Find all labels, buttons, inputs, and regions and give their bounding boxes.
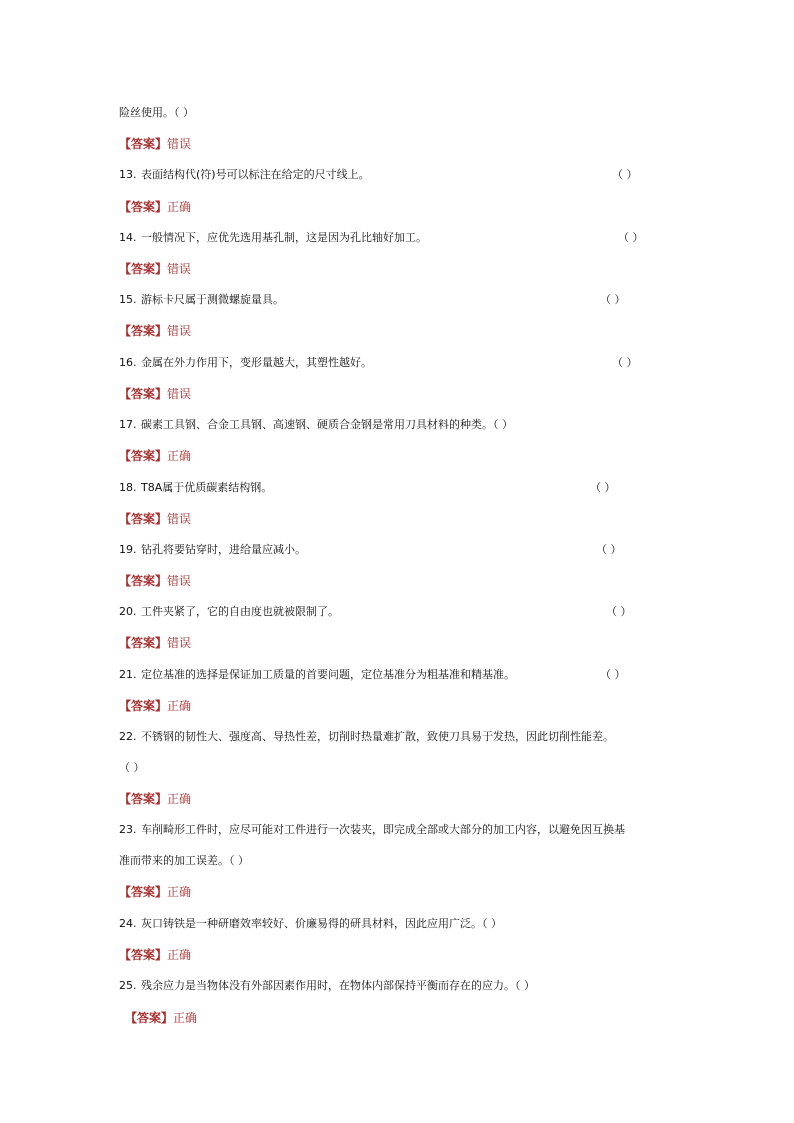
answer-value: 错误 (167, 262, 192, 276)
question-number: 25. (119, 979, 137, 992)
answer-value: 错误 (167, 512, 192, 526)
question-text: 一般情况下，应优先选用基孔制，这是因为孔比轴好加工。 (141, 231, 427, 244)
question-22 (119, 729, 614, 745)
answer-value: 错误 (167, 574, 192, 588)
question-text: 钻孔将要钻穿时，进给量应减小。 (141, 543, 306, 556)
answer-value: 正确 (167, 449, 192, 463)
answer-label: 【答案】 (125, 1011, 174, 1025)
answer-label: 【答案】 (119, 885, 168, 899)
answer-label: 【答案】 (119, 512, 168, 526)
answer-label: 【答案】 (119, 948, 168, 962)
answer-value: 错误 (167, 137, 192, 151)
question-number: 22. (119, 730, 137, 743)
question-number: 19. (119, 543, 137, 556)
question-16 (119, 355, 372, 371)
answer-blank: （ ） (596, 543, 622, 556)
answer-value: 正确 (167, 699, 192, 713)
question-14 (119, 230, 427, 246)
answer-label: 【答案】 (119, 200, 168, 214)
question-text: 游标卡尺属于测微螺旋量具。 (141, 293, 284, 306)
question-13 (119, 167, 370, 183)
answer-15 (119, 323, 191, 339)
answer-value: 正确 (167, 948, 192, 962)
answer-blank: （ ） (612, 356, 638, 369)
question-number: 23. (119, 823, 137, 836)
answer-blank: （ ） (600, 293, 626, 306)
answer-value: 正确 (173, 1011, 198, 1025)
answer-intro (119, 136, 191, 152)
question-25 (119, 978, 535, 994)
answer-21 (119, 698, 191, 714)
question-text: 表面结构代(符)号可以标注在给定的尺寸线上。 (141, 168, 370, 181)
answer-label: 【答案】 (119, 449, 168, 463)
question-17 (119, 417, 513, 433)
question-number: 17. (119, 418, 137, 431)
question-text: 残余应力是当物体没有外部因素作用时，在物体内部保持平衡而存在的应力。（ ） (141, 979, 535, 992)
answer-label: 【答案】 (119, 699, 168, 713)
answer-label: 【答案】 (119, 792, 168, 806)
answer-18 (119, 511, 191, 527)
answer-value: 正确 (167, 200, 192, 214)
question-19 (119, 542, 306, 558)
answer-25 (125, 1010, 197, 1026)
answer-value: 正确 (167, 792, 192, 806)
answer-label: 【答案】 (119, 324, 168, 338)
question-number: 21. (119, 668, 137, 681)
question-text: 灰口铸铁是一种研磨效率较好、价廉易得的研具材料，因此应用广泛。（ ） (141, 917, 502, 930)
question-number: 16. (119, 356, 137, 369)
answer-19 (119, 573, 191, 589)
answer-label: 【答案】 (119, 262, 168, 276)
question-15 (119, 292, 284, 308)
answer-blank: （ ） (590, 481, 616, 494)
answer-22 (119, 791, 191, 807)
question-23 (119, 822, 625, 838)
question-text: 定位基准的选择是保证加工质量的首要问题，定位基准分为粗基准和精基准。 (141, 668, 515, 681)
answer-label: 【答案】 (119, 137, 168, 151)
answer-blank: （ ） (618, 231, 644, 244)
answer-label: 【答案】 (119, 636, 168, 650)
question-number: 18. (119, 481, 137, 494)
answer-24 (119, 947, 191, 963)
answer-20 (119, 635, 191, 651)
question-text: 工件夹紧了，它的自由度也就被限制了。 (141, 605, 339, 618)
question-24 (119, 916, 502, 932)
question-number: 24. (119, 917, 137, 930)
question-text: 不锈钢的韧性大、强度高、导热性差，切削时热量难扩散，致使刀具易于发热，因此切削性能差。 (141, 730, 614, 743)
question-21 (119, 667, 515, 683)
answer-value: 正确 (167, 885, 192, 899)
question-text: 车削畸形工件时，应尽可能对工件进行一次装夹，即完成全部或大部分的加工内容，以避免因互换基 (141, 823, 625, 836)
answer-16 (119, 386, 191, 402)
intro-line: 险丝使用。（ ） (119, 106, 194, 119)
question-number: 20. (119, 605, 137, 618)
answer-label: 【答案】 (119, 574, 168, 588)
question-23-continuation: 准而带来的加工误差。（ ） (119, 854, 249, 867)
answer-label: 【答案】 (119, 387, 168, 401)
question-18 (119, 480, 272, 496)
question-number: 15. (119, 293, 137, 306)
answer-blank: （ ） (612, 168, 638, 181)
answer-13 (119, 199, 191, 215)
answer-value: 错误 (167, 324, 192, 338)
question-number: 14. (119, 231, 137, 244)
question-number: 13. (119, 168, 137, 181)
answer-14 (119, 261, 191, 277)
question-text: 金属在外力作用下，变形量越大，其塑性越好。 (141, 356, 372, 369)
answer-blank: （ ） (606, 605, 632, 618)
question-text: T8A属于优质碳素结构钢。 (141, 481, 273, 494)
answer-value: 错误 (167, 387, 192, 401)
answer-blank: （ ） (600, 668, 626, 681)
question-text: 碳素工具钢、合金工具钢、高速钢、硬质合金钢是常用刀具材料的种类。（ ） (141, 418, 513, 431)
answer-23 (119, 884, 191, 900)
question-20 (119, 604, 339, 620)
question-22-continuation: （ ） (119, 761, 145, 774)
answer-value: 错误 (167, 636, 192, 650)
answer-17 (119, 448, 191, 464)
